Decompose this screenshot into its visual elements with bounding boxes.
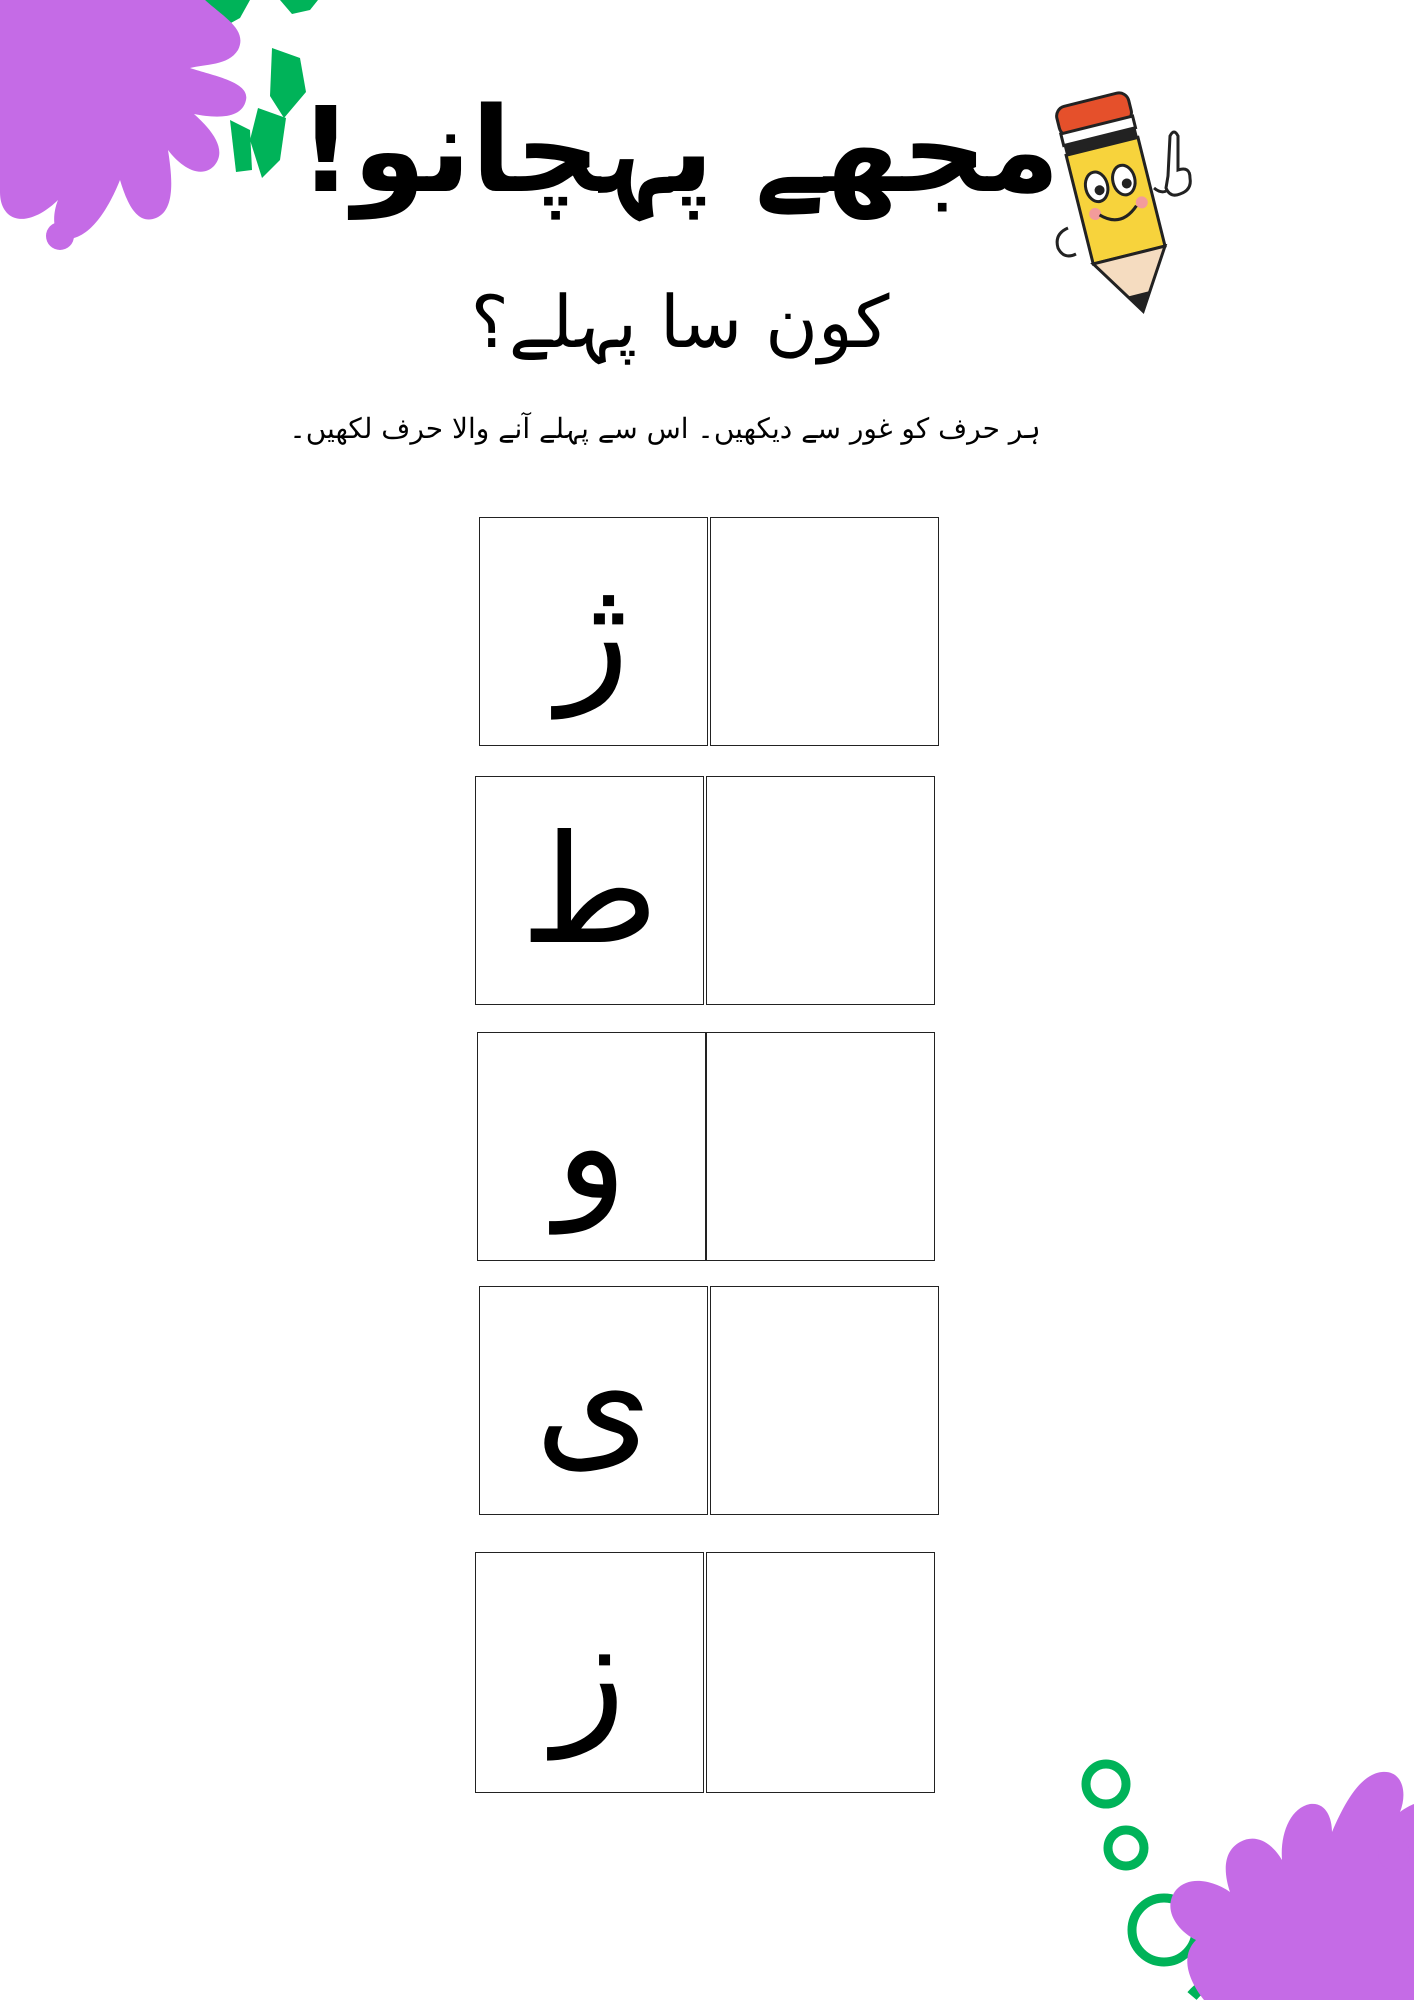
answer-box-2[interactable] [706,776,935,1005]
pencil-mascot-icon [1048,78,1200,330]
answer-box-4[interactable] [710,1286,939,1515]
answer-box-5[interactable] [706,1552,935,1793]
instructions-text: ہر حرف کو غور سے دیکھیں۔ اس سے پہلے آنے والا حرف لکھیں۔ [289,412,1041,445]
letter-3: و [555,1059,628,1234]
letter-4: ی [534,1313,653,1488]
page-title: مجھے پہچانو! [298,81,1060,219]
purple-splash-top-left [0,0,330,260]
letter-5: ز [553,1585,626,1760]
purple-splash-bottom-right [1064,1734,1414,2000]
letter-box-5 [475,1552,704,1793]
letter-box-3 [477,1032,706,1261]
letter-box-4 [479,1286,708,1515]
page-subtitle: کون سا پہلے؟ [470,280,890,364]
letter-2: ط [520,803,659,978]
answer-box-3[interactable] [706,1032,935,1261]
answer-box-1[interactable] [710,517,939,746]
letter-box-1 [479,517,708,746]
letter-box-2 [475,776,704,1005]
letter-1: ژ [557,544,630,719]
